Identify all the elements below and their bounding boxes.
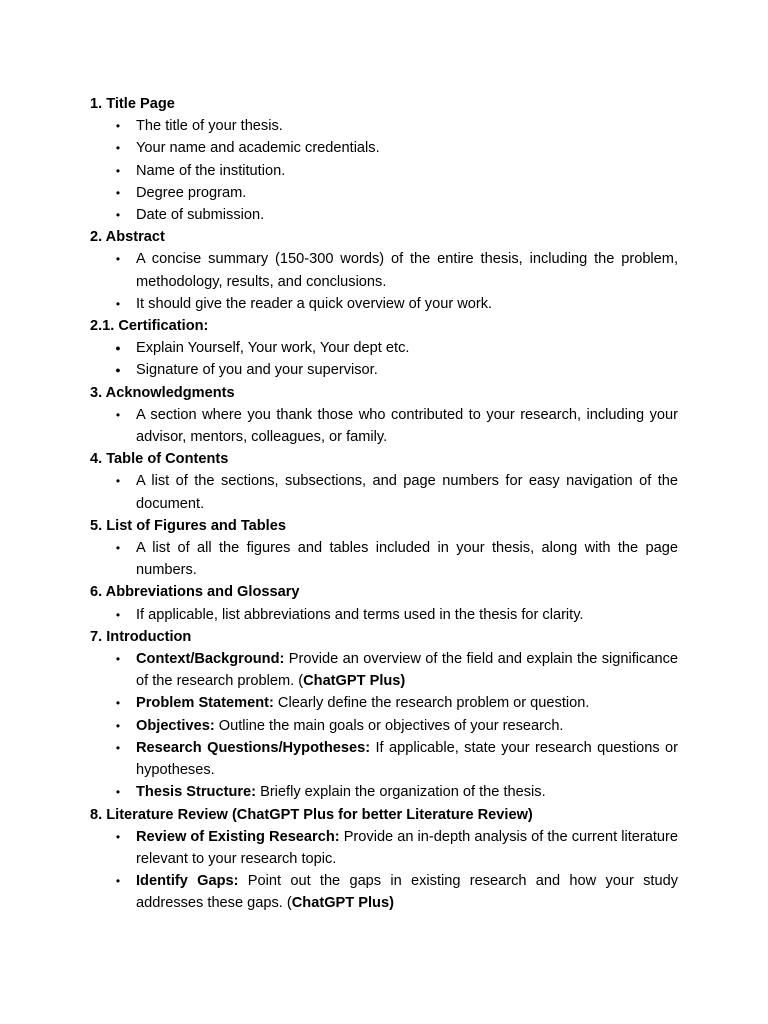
document-page: [90, 93, 678, 915]
list-item: • It should give the reader a quick overview of your work.: [90, 293, 678, 315]
chatgpt-plus-tag: ChatGPT Plus): [291, 895, 394, 912]
bullet-icon: [112, 537, 124, 559]
section-heading-table-of-contents: 4. Table of Contents: [90, 451, 229, 468]
bullet-icon: [112, 182, 124, 204]
bullet-list: [90, 337, 678, 381]
item-label: Context/Background:: [136, 651, 285, 668]
bullet-icon: [112, 737, 124, 759]
list-item: • Review of Existing Research: Provide an in-depth analysis of the current literature relevant to your research topic.: [90, 826, 678, 870]
bullet-icon: [112, 826, 124, 848]
bullet-list: [90, 648, 678, 803]
section-heading-abbreviations: 6. Abbreviations and Glossary: [90, 584, 300, 601]
bullet-icon: [112, 715, 124, 737]
section-heading-abstract: 2. Abstract: [90, 229, 165, 246]
bullet-icon: [112, 604, 124, 626]
list-item: • If applicable, list abbreviations and terms used in the thesis for clarity.: [90, 604, 678, 626]
list-item: ● Explain Yourself, Your work, Your dept etc.: [90, 337, 678, 359]
list-item: • A list of the sections, subsections, and page numbers for easy navigation of the document.: [90, 470, 678, 514]
bullet-icon: [112, 692, 124, 714]
item-label: Objectives:: [136, 717, 215, 734]
bullet-icon: [112, 293, 124, 315]
item-label: Problem Statement:: [136, 695, 274, 712]
list-item: • Date of submission.: [90, 204, 678, 226]
bullet-icon: [112, 870, 124, 892]
bullet-icon: [112, 359, 124, 382]
bullet-icon: [112, 115, 124, 137]
bullet-icon: [112, 648, 124, 670]
list-item: • Context/Background: Provide an overview of the field and explain the significance of the research problem. (ChatGPT Plus): [90, 648, 678, 692]
item-label: Research Questions/Hypotheses:: [136, 739, 371, 756]
list-item: • Research Questions/Hypotheses: If applicable, state your research questions or hypotheses.: [90, 737, 678, 781]
section-heading-acknowledgments: 3. Acknowledgments: [90, 384, 235, 401]
chatgpt-plus-tag: ChatGPT Plus): [303, 673, 406, 690]
list-item: ● Signature of you and your supervisor.: [90, 359, 678, 381]
list-item: • Objectives: Outline the main goals or objectives of your research.: [90, 715, 678, 737]
bullet-list: [90, 604, 678, 626]
list-item: • Thesis Structure: Briefly explain the organization of the thesis.: [90, 781, 678, 803]
item-label: Thesis Structure:: [136, 784, 257, 801]
item-label: Review of Existing Research:: [136, 828, 340, 845]
bullet-icon: [112, 160, 124, 182]
list-item: • Degree program.: [90, 182, 678, 204]
bullet-icon: [112, 404, 124, 426]
list-item: • Name of the institution.: [90, 160, 678, 182]
bullet-icon: [112, 781, 124, 803]
list-item: • A concise summary (150-300 words) of the entire thesis, including the problem, methodology, results, and conclusions.: [90, 248, 678, 292]
section-heading-literature-review: 8. Literature Review (ChatGPT Plus for better Literature Review): [90, 806, 533, 823]
bullet-list: [90, 248, 678, 315]
bullet-list: [90, 115, 678, 226]
section-heading-title-page: 1. Title Page: [90, 96, 175, 112]
bullet-icon: [112, 470, 124, 492]
bullet-icon: [112, 248, 124, 270]
bullet-icon: [112, 137, 124, 159]
list-item: • Identify Gaps: Point out the gaps in existing research and how your study addresses these gaps. (ChatGPT Plus): [90, 870, 678, 914]
list-item: • A section where you thank those who contributed to your research, including your advisor, mentors, colleagues, or family.: [90, 404, 678, 448]
bullet-list: [90, 537, 678, 581]
bullet-icon: [112, 337, 124, 360]
item-label: Identify Gaps:: [136, 873, 239, 890]
bullet-list: [90, 404, 678, 448]
section-heading-list-of-figures: 5. List of Figures and Tables: [90, 517, 286, 534]
bullet-icon: [112, 204, 124, 226]
list-item: • Your name and academic credentials.: [90, 137, 678, 159]
list-item: • A list of all the figures and tables included in your thesis, along with the page numbers.: [90, 537, 678, 581]
section-heading-introduction: 7. Introduction: [90, 628, 192, 645]
section-heading-certification: 2.1. Certification:: [90, 318, 209, 335]
bullet-list: [90, 470, 678, 514]
list-item: • Problem Statement: Clearly define the research problem or question.: [90, 692, 678, 714]
list-item: • The title of your thesis.: [90, 115, 678, 137]
bullet-list: [90, 826, 678, 915]
